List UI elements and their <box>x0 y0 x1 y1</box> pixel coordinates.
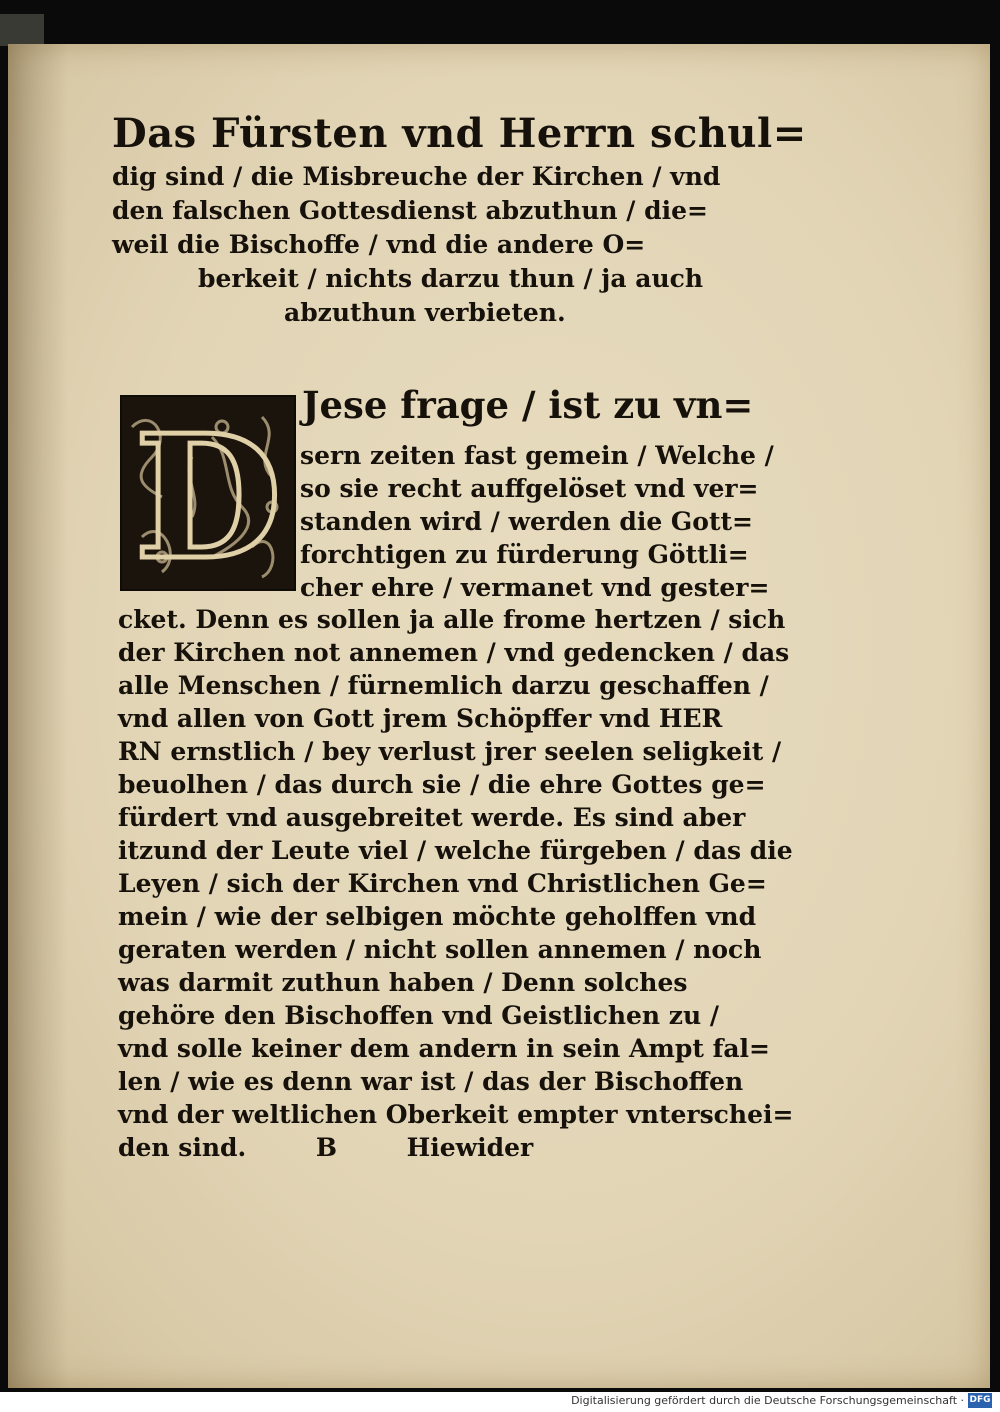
body-line: sern zeiten fast gemein / Welche / <box>300 441 774 470</box>
body-line: fürdert vnd ausgebreitet werde. Es sind aber <box>118 803 746 832</box>
body-line: cket. Denn es sollen ja alle frome hertzen / sich <box>118 605 786 634</box>
title-line: berkeit / nichts darzu thun / ja auch <box>198 264 704 293</box>
body-line: den sind. B Hiewider <box>118 1133 534 1162</box>
dfg-logo-icon: DFG <box>968 1393 992 1408</box>
chapter-title <box>112 110 807 330</box>
decorated-initial <box>120 395 296 591</box>
body-line: vnd solle keiner dem andern in sein Ampt fal= <box>118 1034 770 1063</box>
body-line: geraten werden / nicht sollen annemen / noch <box>118 935 762 964</box>
footer-bar <box>0 1392 1000 1412</box>
body-line: itzund der Leute viel / welche fürgeben / das die <box>118 836 793 865</box>
body-line: alle Menschen / fürnemlich darzu geschaffen / <box>118 671 769 700</box>
body-line: gehöre den Bischoffen vnd Geistlichen zu / <box>118 1001 720 1030</box>
title-line: dig sind / die Misbreuche der Kirchen / vnd <box>112 162 721 191</box>
body-line: Leyen / sich der Kirchen vnd Christlichen Ge= <box>118 869 767 898</box>
body-line: beuolhen / das durch sie / die ehre Gottes ge= <box>118 770 766 799</box>
body-line: cher ehre / vermanet vnd gester= <box>300 573 770 602</box>
body-line: der Kirchen not annemen / vnd gedencken / das <box>118 638 790 667</box>
title-line: den falschen Gottesdienst abzuthun / die= <box>112 196 708 225</box>
body-line: forchtigen zu fürderung Göttli= <box>300 540 749 569</box>
decorated-initial-artwork <box>122 397 294 589</box>
body-line: so sie recht auffgelöset vnd ver= <box>300 474 759 503</box>
body-line: vnd allen von Gott jrem Schöpffer vnd HER <box>118 704 723 733</box>
body-line: Jese frage / ist zu vn= <box>302 383 754 427</box>
funding-notice: Digitalisierung gefördert durch die Deutsche Forschungsgemeinschaft · <box>571 1394 964 1407</box>
body-line: was darmit zuthun haben / Denn solches <box>118 968 688 997</box>
body-line: mein / wie der selbigen möchte geholffen vnd <box>118 902 757 931</box>
body-line: vnd der weltlichen Oberkeit empter vnterschei= <box>118 1100 794 1129</box>
title-line: abzuthun verbieten. <box>284 298 566 327</box>
body-line: RN ernstlich / bey verlust jrer seelen seligkeit / <box>118 737 782 766</box>
body-line: len / wie es denn war ist / das der Bischoffen <box>118 1067 744 1096</box>
initial-letter: D <box>134 398 282 589</box>
title-line: weil die Bischoffe / vnd die andere O= <box>112 230 646 259</box>
title-line: Das Fürsten vnd Herrn schul= <box>112 110 807 157</box>
book-cover-edge <box>0 14 44 46</box>
body-line: standen wird / werden die Gott= <box>300 507 753 536</box>
